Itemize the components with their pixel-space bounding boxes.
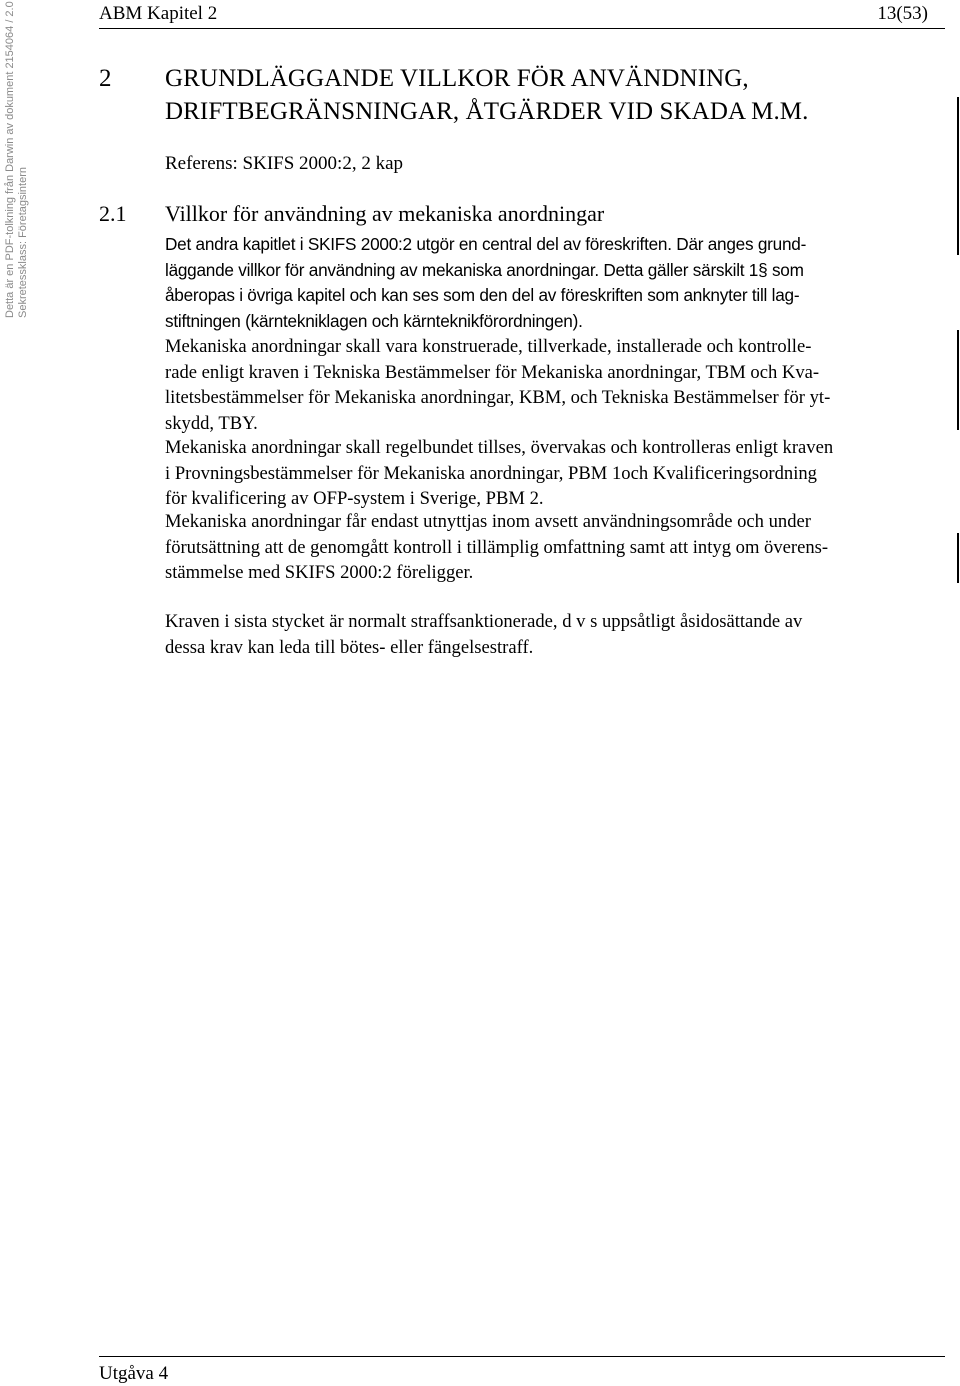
paragraph-line: för kvalificering av OFP-system i Sverige, PBM 2.	[165, 488, 544, 509]
paragraph-line: skydd, TBY.	[165, 412, 258, 434]
paragraph-line: i Provningsbestämmelser för Mekaniska anordningar, PBM 1och Kvalificeringsordning	[165, 462, 817, 484]
chapter-title-line: GRUNDLÄGGANDE VILLKOR FÖR ANVÄNDNING,	[165, 65, 749, 92]
paragraph-line: Mekaniska anordningar skall regelbundet tillses, övervakas och kontrolleras enligt kraven	[165, 437, 834, 458]
paragraph-line: Mekaniska anordningar skall vara konstruerade, tillverkade, installerade och kontrolle-	[165, 336, 812, 357]
page-footer	[99, 1356, 945, 1386]
change-bar	[957, 97, 959, 255]
paragraph-line: Kraven i sista stycket är normalt straffsanktionerade, d v s uppsåtligt åsidosättande av	[165, 611, 803, 632]
section-title: Villkor för användning av mekaniska anordningar	[165, 201, 605, 226]
paragraph	[165, 232, 945, 334]
paragraph-line: läggande villkor för användning av mekaniska anordningar. Detta gäller särskilt 1§ som	[165, 259, 804, 280]
paragraph	[165, 509, 945, 586]
paragraph-line: Det andra kapitlet i SKIFS 2000:2 utgör en central del av föreskriften. Där anges grund-	[165, 234, 807, 254]
chapter-title-line: DRIFTBEGRÄNSNINGAR, ÅTGÄRDER VID SKADA M.M.	[165, 98, 809, 125]
paragraph	[165, 435, 945, 512]
change-bar	[957, 330, 959, 430]
paragraph-line: stiftningen (kärntekniklagen och kärnteknikförordningen).	[165, 310, 583, 331]
paragraph-line: rade enligt kraven i Tekniska Bestämmelser för Mekaniska anordningar, TBM och Kva-	[165, 361, 820, 383]
paragraph-line: dessa krav kan leda till bötes- eller fängelsestraff.	[165, 636, 534, 658]
paragraph-line: Mekaniska anordningar får endast utnyttjas inom avsett användningsområde och under	[165, 511, 811, 532]
reference-line: Referens: SKIFS 2000:2, 2 kap	[165, 153, 404, 174]
chapter-title	[165, 62, 945, 128]
paragraph-line: litetsbestämmelser för Mekaniska anordningar, KBM, och Tekniska Bestämmelser för yt-	[165, 387, 831, 408]
chapter-number: 2	[99, 65, 112, 92]
change-bar	[957, 533, 959, 583]
paragraph-line: stämmelse med SKIFS 2000:2 föreligger.	[165, 562, 474, 583]
header-chapter-label: ABM Kapitel 2	[99, 3, 218, 24]
paragraph	[165, 609, 945, 660]
page-header	[99, 2, 945, 29]
paragraph	[165, 334, 945, 436]
side-stamp-classification: Sekretessklass: Företagsintern	[17, 166, 29, 318]
section-number: 2.1	[99, 201, 127, 226]
header-page-number: 13(53)	[877, 3, 928, 24]
side-stamp-source: Detta är en PDF-tolkning från Darwin av dokument 2154064 / 2.0	[4, 1, 16, 318]
paragraph-line: åberopas i övriga kapitel och kan ses som den del av föreskriften som anknyter till lag-	[165, 285, 800, 305]
side-stamp	[0, 0, 40, 330]
footer-edition: Utgåva 4	[99, 1363, 169, 1384]
paragraph-line: förutsättning att de genomgått kontroll i tillämplig omfattning samt att intyg om överens-	[165, 536, 829, 558]
